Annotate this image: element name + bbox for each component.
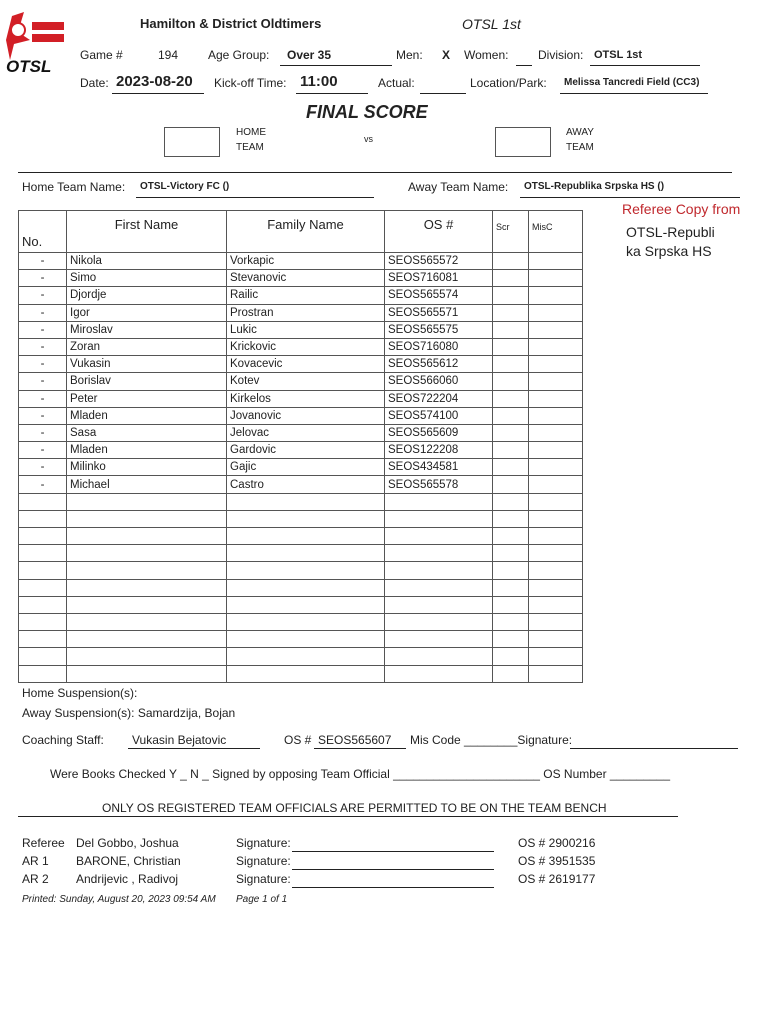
away-team-name-label: Away Team Name: — [408, 180, 509, 194]
empty-cell[interactable] — [67, 510, 227, 527]
row-first-name: Igor — [67, 304, 227, 321]
empty-cell[interactable] — [19, 562, 67, 579]
copy-team-line1: OTSL-Republi — [626, 224, 715, 240]
empty-cell[interactable] — [67, 631, 227, 648]
col-misc: MisC — [529, 211, 583, 253]
row-scr[interactable] — [493, 390, 529, 407]
empty-cell[interactable] — [227, 631, 385, 648]
row-scr[interactable] — [493, 407, 529, 424]
row-no: - — [19, 373, 67, 390]
men-label: Men: — [396, 48, 423, 62]
table-row — [19, 373, 583, 390]
empty-cell[interactable] — [19, 493, 67, 510]
women-label: Women: — [464, 48, 509, 62]
col-family-name: Family Name — [227, 211, 385, 253]
official-name: Andrijevic , Radivoj — [76, 872, 179, 886]
row-first-name: Peter — [67, 390, 227, 407]
empty-cell[interactable] — [493, 528, 529, 545]
row-scr[interactable] — [493, 424, 529, 441]
official-role: Referee — [22, 836, 65, 850]
home-team-name: OTSL-Victory FC () — [140, 181, 230, 192]
official-name: BARONE, Christian — [76, 854, 181, 868]
empty-cell[interactable] — [67, 596, 227, 613]
official-signature-label: Signature: — [236, 854, 291, 868]
row-os-number: SEOS565575 — [385, 321, 493, 338]
empty-cell[interactable] — [385, 613, 493, 630]
row-family-name: Jovanovic — [227, 407, 385, 424]
empty-row[interactable] — [19, 545, 583, 562]
empty-cell[interactable] — [493, 596, 529, 613]
empty-cell[interactable] — [385, 510, 493, 527]
table-row — [19, 442, 583, 459]
official-signature-line[interactable] — [292, 869, 494, 870]
division-value: OTSL 1st — [594, 49, 643, 61]
row-os-number: SEOS122208 — [385, 442, 493, 459]
row-family-name: Prostran — [227, 304, 385, 321]
row-scr[interactable] — [493, 321, 529, 338]
empty-cell[interactable] — [227, 613, 385, 630]
row-no: - — [19, 287, 67, 304]
copy-team-line2: ka Srpska HS — [626, 243, 712, 259]
table-row — [19, 338, 583, 355]
empty-cell[interactable] — [493, 579, 529, 596]
empty-cell[interactable] — [67, 665, 227, 682]
kickoff-label: Kick-off Time: — [214, 76, 287, 90]
empty-cell[interactable] — [67, 648, 227, 665]
row-no: - — [19, 407, 67, 424]
row-no: - — [19, 321, 67, 338]
empty-cell[interactable] — [227, 493, 385, 510]
empty-cell[interactable] — [385, 545, 493, 562]
table-row — [19, 476, 583, 493]
empty-cell[interactable] — [493, 613, 529, 630]
empty-cell[interactable] — [19, 631, 67, 648]
official-os: OS # 2900216 — [518, 836, 596, 850]
row-first-name: Sasa — [67, 424, 227, 441]
row-misc[interactable] — [529, 253, 583, 270]
away-score-box[interactable] — [495, 127, 551, 157]
row-misc[interactable] — [529, 407, 583, 424]
row-family-name: Stevanovic — [227, 270, 385, 287]
row-os-number: SEOS566060 — [385, 373, 493, 390]
empty-cell[interactable] — [67, 493, 227, 510]
row-os-number: SEOS565578 — [385, 476, 493, 493]
col-no: No. — [19, 211, 67, 253]
empty-cell[interactable] — [227, 510, 385, 527]
empty-row[interactable] — [19, 493, 583, 510]
empty-cell[interactable] — [493, 510, 529, 527]
kickoff-value: 11:00 — [300, 73, 338, 90]
empty-cell[interactable] — [19, 545, 67, 562]
row-family-name: Kovacevic — [227, 356, 385, 373]
row-no: - — [19, 442, 67, 459]
official-signature-line[interactable] — [292, 851, 494, 852]
row-misc[interactable] — [529, 373, 583, 390]
empty-row[interactable] — [19, 579, 583, 596]
row-first-name: Miroslav — [67, 321, 227, 338]
row-first-name: Zoran — [67, 338, 227, 355]
date-value: 2023-08-20 — [116, 73, 193, 90]
empty-cell[interactable] — [385, 631, 493, 648]
official-role: AR 1 — [22, 854, 49, 868]
empty-cell[interactable] — [529, 545, 583, 562]
table-row — [19, 253, 583, 270]
official-signature-line[interactable] — [292, 887, 494, 888]
row-family-name: Kotev — [227, 373, 385, 390]
table-row — [19, 390, 583, 407]
table-row — [19, 356, 583, 373]
empty-cell[interactable] — [227, 579, 385, 596]
row-misc[interactable] — [529, 476, 583, 493]
empty-cell[interactable] — [67, 562, 227, 579]
coach-name: Vukasin Bejatovic — [132, 733, 227, 747]
empty-cell[interactable] — [529, 510, 583, 527]
books-checked-line: Were Books Checked Y _ N _ Signed by opposing Team Official ______________________ OS Number _________ — [50, 767, 670, 781]
home-team-name-label: Home Team Name: — [22, 180, 126, 194]
mis-code-signature: Mis Code ________Signature: — [410, 733, 573, 747]
empty-cell[interactable] — [67, 613, 227, 630]
home-team-label: HOME — [236, 127, 266, 138]
location-label: Location/Park: — [470, 76, 547, 90]
coach-os-label: OS # — [284, 733, 312, 747]
official-os: OS # 2619177 — [518, 872, 596, 886]
empty-cell[interactable] — [529, 528, 583, 545]
table-row — [19, 424, 583, 441]
row-no: - — [19, 424, 67, 441]
empty-cell[interactable] — [385, 596, 493, 613]
men-mark: X — [442, 48, 451, 62]
official-role: AR 2 — [22, 872, 49, 886]
empty-cell[interactable] — [493, 562, 529, 579]
row-first-name: Milinko — [67, 459, 227, 476]
away-team-label: AWAY — [566, 127, 594, 138]
table-row — [19, 407, 583, 424]
empty-cell[interactable] — [19, 596, 67, 613]
row-family-name: Gajic — [227, 459, 385, 476]
roster-header — [19, 211, 583, 253]
row-scr[interactable] — [493, 304, 529, 321]
location-value: Melissa Tancredi Field (CC3) — [564, 77, 700, 88]
row-no: - — [19, 459, 67, 476]
home-score-box[interactable] — [164, 127, 220, 157]
actual-label: Actual: — [378, 76, 415, 90]
roster-table — [18, 210, 583, 683]
official-os: OS # 3951535 — [518, 854, 596, 868]
empty-cell[interactable] — [19, 528, 67, 545]
empty-cell[interactable] — [385, 579, 493, 596]
row-no: - — [19, 270, 67, 287]
row-family-name: Jelovac — [227, 424, 385, 441]
empty-row[interactable] — [19, 596, 583, 613]
row-scr[interactable] — [493, 442, 529, 459]
empty-cell[interactable] — [529, 648, 583, 665]
empty-row[interactable] — [19, 562, 583, 579]
empty-cell[interactable] — [529, 665, 583, 682]
empty-cell[interactable] — [529, 613, 583, 630]
empty-cell[interactable] — [67, 579, 227, 596]
empty-cell[interactable] — [227, 528, 385, 545]
empty-cell[interactable] — [227, 562, 385, 579]
row-scr[interactable] — [493, 373, 529, 390]
row-scr[interactable] — [493, 476, 529, 493]
row-os-number: SEOS716081 — [385, 270, 493, 287]
table-row — [19, 287, 583, 304]
bench-notice: ONLY OS REGISTERED TEAM OFFICIALS ARE PERMITTED TO BE ON THE TEAM BENCH — [102, 801, 607, 815]
row-misc[interactable] — [529, 304, 583, 321]
row-no: - — [19, 253, 67, 270]
row-no: - — [19, 304, 67, 321]
row-os-number: SEOS565572 — [385, 253, 493, 270]
home-suspensions: Home Suspension(s): — [22, 686, 138, 700]
row-misc[interactable] — [529, 270, 583, 287]
empty-cell[interactable] — [227, 665, 385, 682]
league-title: OTSL 1st — [462, 16, 521, 32]
empty-cell[interactable] — [529, 562, 583, 579]
row-first-name: Mladen — [67, 442, 227, 459]
empty-cell[interactable] — [19, 510, 67, 527]
empty-cell[interactable] — [493, 665, 529, 682]
vs-label: vs — [364, 134, 373, 144]
row-no: - — [19, 356, 67, 373]
empty-cell[interactable] — [19, 648, 67, 665]
away-suspensions: Away Suspension(s): Samardzija, Bojan — [22, 706, 236, 720]
empty-cell[interactable] — [529, 631, 583, 648]
away-team-label-2: TEAM — [566, 142, 594, 153]
row-family-name: Railic — [227, 287, 385, 304]
empty-cell[interactable] — [385, 562, 493, 579]
empty-row[interactable] — [19, 648, 583, 665]
row-os-number: SEOS434581 — [385, 459, 493, 476]
coach-os-value: SEOS565607 — [318, 733, 392, 747]
empty-cell[interactable] — [529, 579, 583, 596]
empty-cell[interactable] — [19, 579, 67, 596]
empty-cell[interactable] — [529, 493, 583, 510]
row-first-name: Mladen — [67, 407, 227, 424]
row-no: - — [19, 338, 67, 355]
row-family-name: Lukic — [227, 321, 385, 338]
empty-cell[interactable] — [227, 596, 385, 613]
row-scr[interactable] — [493, 356, 529, 373]
final-score-title: FINAL SCORE — [306, 102, 428, 122]
game-label: Game # — [80, 48, 123, 62]
row-misc[interactable] — [529, 338, 583, 355]
row-family-name: Castro — [227, 476, 385, 493]
empty-row[interactable] — [19, 665, 583, 682]
empty-row[interactable] — [19, 510, 583, 527]
page-number: Page 1 of 1 — [236, 894, 288, 905]
empty-cell[interactable] — [19, 665, 67, 682]
official-name: Del Gobbo, Joshua — [76, 836, 179, 850]
empty-cell[interactable] — [493, 648, 529, 665]
empty-row[interactable] — [19, 528, 583, 545]
row-misc[interactable] — [529, 356, 583, 373]
row-misc[interactable] — [529, 424, 583, 441]
row-os-number: SEOS574100 — [385, 407, 493, 424]
table-row — [19, 321, 583, 338]
coaching-staff-label: Coaching Staff: — [22, 733, 104, 747]
row-first-name: Borislav — [67, 373, 227, 390]
row-misc[interactable] — [529, 321, 583, 338]
empty-row[interactable] — [19, 631, 583, 648]
row-first-name: Nikola — [67, 253, 227, 270]
referee-copy-note: Referee Copy from — [622, 201, 741, 217]
empty-cell[interactable] — [19, 613, 67, 630]
logo-text: OTSL — [6, 57, 52, 76]
empty-cell[interactable] — [227, 545, 385, 562]
table-row — [19, 270, 583, 287]
age-group-label: Age Group: — [208, 48, 270, 62]
row-family-name: Vorkapic — [227, 253, 385, 270]
row-family-name: Kirkelos — [227, 390, 385, 407]
row-family-name: Krickovic — [227, 338, 385, 355]
table-row — [19, 459, 583, 476]
official-signature-label: Signature: — [236, 836, 291, 850]
row-first-name: Vukasin — [67, 356, 227, 373]
empty-cell[interactable] — [67, 545, 227, 562]
otsl-logo — [4, 10, 66, 76]
row-first-name: Simo — [67, 270, 227, 287]
row-os-number: SEOS716080 — [385, 338, 493, 355]
empty-cell[interactable] — [385, 665, 493, 682]
row-misc[interactable] — [529, 459, 583, 476]
row-scr[interactable] — [493, 253, 529, 270]
row-misc[interactable] — [529, 442, 583, 459]
row-first-name: Michael — [67, 476, 227, 493]
col-first-name: First Name — [67, 211, 227, 253]
org-title: Hamilton & District Oldtimers — [140, 16, 322, 31]
empty-cell[interactable] — [529, 596, 583, 613]
row-scr[interactable] — [493, 270, 529, 287]
empty-cell[interactable] — [493, 493, 529, 510]
empty-cell[interactable] — [385, 493, 493, 510]
empty-cell[interactable] — [227, 648, 385, 665]
home-team-label-2: TEAM — [236, 142, 264, 153]
row-os-number: SEOS565609 — [385, 424, 493, 441]
table-row — [19, 304, 583, 321]
col-scr: Scr — [493, 211, 529, 253]
row-no: - — [19, 390, 67, 407]
row-family-name: Gardovic — [227, 442, 385, 459]
age-group-value: Over 35 — [287, 48, 332, 62]
row-scr[interactable] — [493, 287, 529, 304]
empty-cell[interactable] — [493, 631, 529, 648]
row-misc[interactable] — [529, 390, 583, 407]
row-scr[interactable] — [493, 459, 529, 476]
row-os-number: SEOS565574 — [385, 287, 493, 304]
row-first-name: Djordje — [67, 287, 227, 304]
date-label: Date: — [80, 76, 109, 90]
away-team-name: OTSL-Republika Srpska HS () — [524, 181, 665, 192]
col-os-number: OS # — [385, 211, 493, 253]
official-signature-label: Signature: — [236, 872, 291, 886]
row-scr[interactable] — [493, 338, 529, 355]
row-os-number: SEOS722204 — [385, 390, 493, 407]
row-os-number: SEOS565571 — [385, 304, 493, 321]
empty-cell[interactable] — [385, 648, 493, 665]
empty-row[interactable] — [19, 613, 583, 630]
row-os-number: SEOS565612 — [385, 356, 493, 373]
printed-timestamp: Printed: Sunday, August 20, 2023 09:54 AM — [22, 894, 216, 905]
empty-cell[interactable] — [493, 545, 529, 562]
empty-cell[interactable] — [385, 528, 493, 545]
empty-cell[interactable] — [67, 528, 227, 545]
division-label: Division: — [538, 48, 584, 62]
row-no: - — [19, 476, 67, 493]
row-misc[interactable] — [529, 287, 583, 304]
game-number: 194 — [158, 48, 179, 62]
